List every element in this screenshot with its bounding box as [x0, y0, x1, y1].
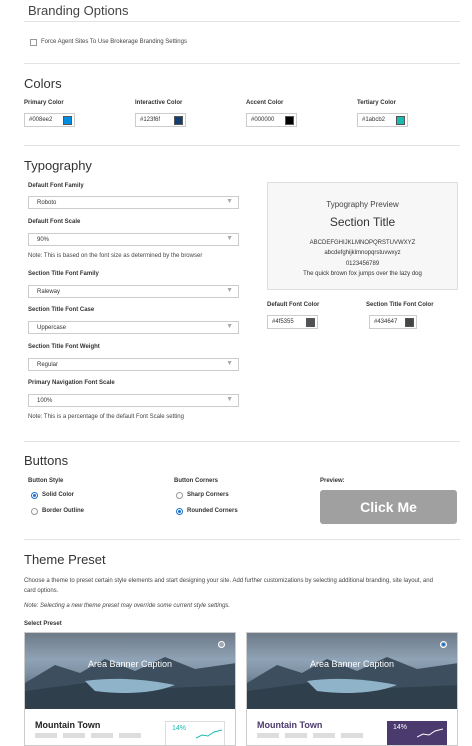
tertiary-color-label: Tertiary Color [357, 100, 396, 106]
interactive-color-value: #123f6f [140, 117, 161, 123]
section-title-font-weight-value: Regular [37, 362, 59, 368]
interactive-color-label: Interactive Color [135, 100, 183, 106]
default-font-color-swatch[interactable] [306, 318, 315, 327]
default-font-color-value: #4f5355 [272, 319, 294, 325]
divider [24, 441, 460, 442]
preview-lowercase: abcdefghijklmnopqrstuvwxyz [324, 250, 401, 256]
section-title-font-family-label: Section Title Font Family [28, 271, 99, 277]
theme-description: Choose a theme to preset certain style elements and start designing your site. Add further customizations by selecting additional branding, site layout, and card options. [24, 578, 433, 594]
typography-title: Typography [24, 158, 92, 173]
chevron-down-icon: ▼ [226, 287, 233, 294]
rounded-corners-radio[interactable] [176, 508, 183, 515]
section-title-font-color-input[interactable] [369, 315, 417, 329]
interactive-color-swatch[interactable] [174, 116, 183, 125]
solid-color-label: Solid Color [42, 492, 74, 498]
typography-preview-box [267, 182, 458, 290]
sharp-corners-label: Sharp Corners [187, 492, 229, 498]
preset-select-radio[interactable] [440, 641, 447, 648]
primary-color-value: #008ee2 [29, 117, 53, 123]
section-title-font-weight-select[interactable] [28, 358, 239, 371]
section-title-font-color-label: Section Title Font Color [366, 302, 434, 308]
banner-image [247, 633, 457, 709]
primary-color-input[interactable] [24, 113, 75, 127]
chevron-down-icon: ▼ [226, 396, 233, 403]
stat-card [165, 721, 225, 746]
chevron-down-icon: ▼ [226, 323, 233, 330]
mountain-lake-image [25, 633, 236, 709]
branding-options-title: Branding Options [28, 3, 129, 18]
stats-row [35, 733, 155, 738]
preview-digits: 0123456789 [345, 261, 380, 267]
primary-nav-font-scale-select[interactable] [28, 394, 239, 407]
section-title-font-case-select[interactable] [28, 321, 239, 334]
preset-select-radio[interactable] [218, 641, 225, 648]
default-font-family-value: Roboto [37, 200, 57, 206]
border-outline-radio[interactable] [31, 508, 38, 515]
chevron-down-icon: ▼ [226, 198, 233, 205]
section-title-font-family-value: Raleway [37, 289, 61, 295]
solid-color-radio[interactable] [31, 492, 38, 499]
colors-title: Colors [24, 76, 62, 91]
chevron-down-icon: ▼ [226, 235, 233, 242]
mountain-town-title: Mountain Town [35, 720, 101, 730]
primary-color-label: Primary Color [24, 100, 64, 106]
mountain-lake-image [247, 633, 458, 709]
tertiary-color-input[interactable] [357, 113, 408, 127]
border-outline-label: Border Outline [42, 508, 85, 514]
banner-image [25, 633, 235, 709]
theme-note: Note: Selecting a new theme preset may override some current style settings. [24, 603, 231, 609]
primary-nav-font-scale-label: Primary Navigation Font Scale [28, 380, 115, 386]
click-me-preview-button[interactable]: Click Me [320, 490, 457, 524]
preview-sentence: The quick brown fox jumps over the lazy dog [303, 271, 422, 277]
button-corners-label: Button Corners [174, 478, 218, 484]
default-font-color-input[interactable] [267, 315, 318, 329]
section-title-font-color-value: #434647 [374, 319, 398, 325]
default-font-scale-label: Default Font Scale [28, 219, 81, 225]
section-title-font-case-label: Section Title Font Case [28, 307, 95, 313]
nav-font-scale-note: Note: This is a percentage of the default Font Scale setting [28, 414, 184, 420]
select-preset-label: Select Preset [24, 621, 62, 627]
default-font-scale-select[interactable] [28, 233, 239, 246]
area-banner-caption: Area Banner Caption [309, 659, 395, 669]
mountain-town-title: Mountain Town [257, 720, 323, 730]
section-title-font-color-swatch[interactable] [405, 318, 414, 327]
tertiary-color-value: #1abcb2 [362, 117, 386, 123]
section-title-font-weight-label: Section Title Font Weight [28, 344, 100, 350]
stats-row [257, 733, 377, 738]
accent-color-value: #000000 [251, 117, 275, 123]
divider [24, 21, 460, 22]
default-font-scale-value: 90% [37, 237, 50, 243]
theme-preset-card[interactable] [24, 632, 236, 746]
stat-card [387, 721, 447, 746]
divider [24, 539, 460, 540]
typography-preview-heading: Typography Preview [326, 200, 399, 209]
chevron-down-icon: ▼ [226, 360, 233, 367]
stat-value: 14% [393, 724, 408, 731]
accent-color-label: Accent Color [246, 100, 284, 106]
sharp-corners-radio[interactable] [176, 492, 183, 499]
section-title-font-case-value: Uppercase [37, 325, 67, 331]
preview-label: Preview: [320, 478, 345, 484]
interactive-color-input[interactable] [135, 113, 186, 127]
force-branding-checkbox[interactable] [30, 39, 37, 46]
default-font-family-select[interactable] [28, 196, 239, 209]
preview-uppercase: ABCDEFGHIJKLMNOPQRSTUVWXYZ [309, 240, 416, 246]
primary-nav-font-scale-value: 100% [37, 398, 53, 404]
button-style-label: Button Style [28, 478, 64, 484]
area-banner-caption: Area Banner Caption [87, 659, 173, 669]
default-font-family-label: Default Font Family [28, 183, 84, 189]
section-title-font-family-select[interactable] [28, 285, 239, 298]
force-branding-label: Force Agent Sites To Use Brokerage Branding Settings [41, 39, 187, 45]
divider [24, 145, 460, 146]
accent-color-swatch[interactable] [285, 116, 294, 125]
accent-color-input[interactable] [246, 113, 297, 127]
theme-preset-card[interactable] [246, 632, 458, 746]
divider [24, 63, 460, 64]
buttons-title: Buttons [24, 453, 69, 468]
sparkline-icon [196, 728, 222, 740]
rounded-corners-label: Rounded Corners [187, 508, 238, 514]
theme-preset-title: Theme Preset [24, 552, 106, 567]
default-font-color-label: Default Font Color [267, 302, 320, 308]
tertiary-color-swatch[interactable] [396, 116, 405, 125]
preview-section-title: Section Title [329, 215, 396, 229]
stat-value: 14% [172, 725, 187, 732]
font-scale-note: Note: This is based on the font size as determined by the browser [28, 253, 203, 259]
sparkline-icon [417, 727, 443, 739]
primary-color-swatch[interactable] [63, 116, 72, 125]
